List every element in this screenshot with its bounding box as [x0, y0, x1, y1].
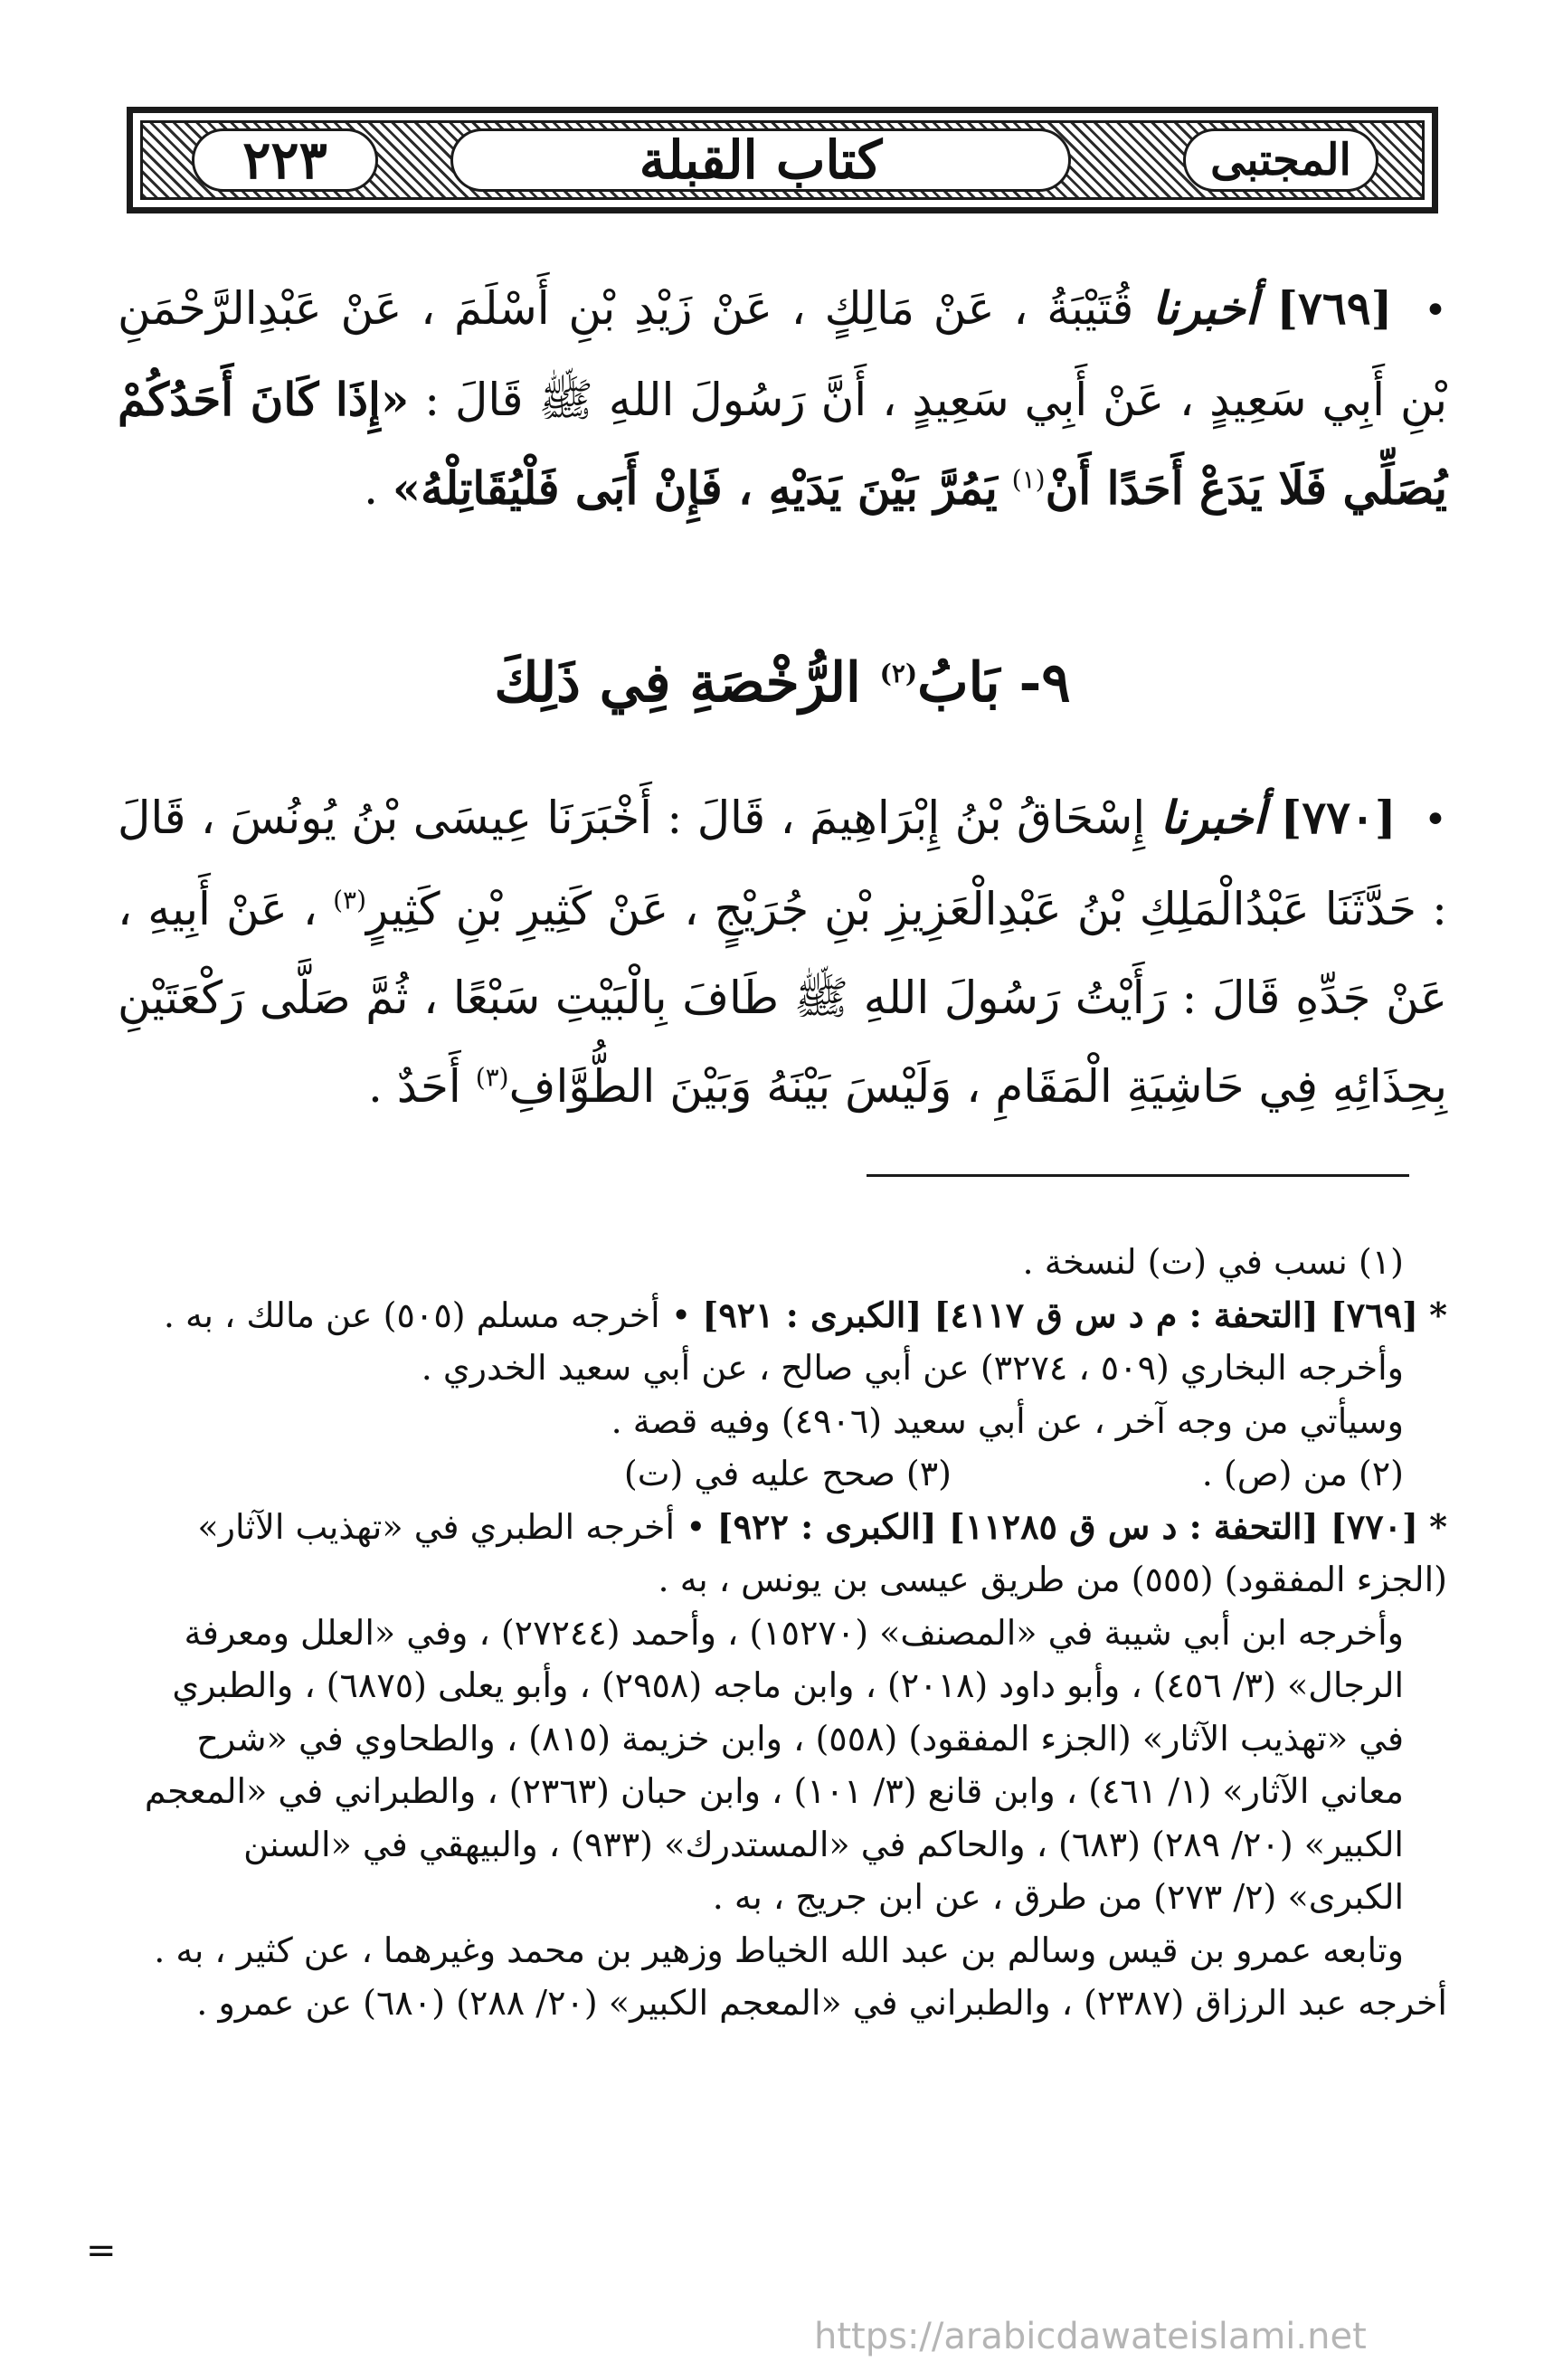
hadith-number: [٧٧٠]: [1280, 791, 1397, 844]
footnote-mark-1: (١): [1011, 464, 1046, 495]
text-part-1: إِسْحَاقُ بْنُ إِبْرَاهِيمَ ، قَالَ : أَخْبَرَنَا عِيسَى بْنُ يُونُسَ ، قَالَ : حَدَّثَنَا عَبْدُالْمَلِكِ بْنُ عَبْدِالْعَزِيزِ بْنِ جُرَيْجٍ ، عَنْ كَثِيرِ بْنِ كَثِيرٍ: [118, 792, 1447, 935]
footnote-2: (٢) من (ص) .: [1201, 1454, 1404, 1493]
bullet: •: [1424, 288, 1447, 334]
page-number: ٢٢٣: [242, 129, 327, 191]
footnote-separator: [867, 1174, 1409, 1177]
continuation-mark: =: [86, 2230, 117, 2271]
watermark: https://arabicdawateislami.net: [814, 2316, 1367, 2357]
footnote-mark-3b: (٣): [475, 1062, 509, 1093]
footnotes: [118, 1236, 1447, 2030]
book-title: المجتبى: [1210, 135, 1351, 185]
matn-part-1: «إِذَا كَانَ أَحَدُكُمْ يُصَلِّي فَلَا يَدَعْ أَحَدًا أَنْ: [118, 373, 1447, 515]
sanad: قُتَيْبَةُ ، عَنْ مَالِكٍ ، عَنْ زَيْدِ بْنِ أَسْلَمَ ، عَنْ عَبْدِالرَّحْمَنِ بْنِ أَبِي سَعِيدٍ ، عَنْ أَبِي سَعِيدٍ ، أَنَّ رَسُولَ اللهِ ﷺ قَالَ :: [118, 282, 1447, 426]
star-icon: *: [1429, 1505, 1447, 1547]
takhrij-769-c: وسيأتي من وجه آخر ، عن أبي سعيد (٤٩٠٦) وفيه قصة .: [611, 1400, 1404, 1441]
hadith-769: [118, 264, 1447, 533]
footnote-mark-2: (٢): [879, 659, 918, 688]
takhrij-769-a: • أخرجه مسلم (٥٠٥) عن مالك ، به .: [163, 1294, 692, 1335]
page-number-cartouche: [192, 128, 378, 192]
book-title-cartouche: [1183, 128, 1378, 192]
star-icon: *: [1429, 1294, 1447, 1335]
takhrij-770-b: وأخرجه ابن أبي شيبة في «المصنف» (١٥٢٧٠) ، وأحمد (٢٧٢٤٤) ، وفي «العلل ومعرفة الرجال» (٣/ ٤٥٦) ، وأبو داود (٢٠١٨) ، وابن ماجه (٢٩٥٨) ، وأبو يعلى (٦٨٧٥) ، والطبري في «تهذيب الآثار» (الجزء المفقود) (٥٥٨) ، وابن خزيمة (٨١٥) ، والطحاوي في «شرح معاني الآثار» (١/ ٤٦١) ، وابن قانع (٣/ ١٠١) ، وابن حبان (٢٣٦٣) ، والطبراني في «المعجم الكبير» (٢٠/ ٢٨٩) (٦٨٣) ، والحاكم في «المستدرك» (٩٣٣) ، والبيهقي في «السنن الكبرى» (٢/ ٢٧٣) من طرق ، عن ابن جريج ، به .: [144, 1612, 1404, 1917]
end-mark: .: [364, 462, 378, 515]
akhbarana: أخبرنا: [1160, 791, 1266, 844]
hadith-770: [118, 773, 1447, 1131]
chapter-number: ٩-: [1018, 651, 1071, 715]
takhrij-770-head: [118, 1501, 1447, 1607]
matn-part-2: يَمُرَّ بَيْنَ يَدَيْهِ ، فَإِنْ أَبَى فَلْيُقَاتِلْهُ»: [392, 461, 998, 515]
footnotes-2-3: [118, 1447, 1447, 1501]
text-part-3: أَحَدٌ .: [367, 1060, 461, 1113]
takhrij-770-d: أخرجه عبد الرزاق (٢٣٨٧) ، والطبراني في «المعجم الكبير» (٢٠/ ٢٨٨) (٦٨٠) عن عمرو .: [196, 1983, 1447, 2023]
takhrij-770-ref: [٧٧٠] [التحفة : د س ق ١١٢٨٥] [الكبرى : ٩٢٢]: [716, 1505, 1419, 1547]
chapter-heading: [118, 638, 1447, 728]
footnote-1: (١) نسب في (ت) لنسخة .: [1022, 1242, 1404, 1282]
bullet: •: [1424, 797, 1447, 843]
takhrij-769-ref: [٧٦٩] [التحفة : م د س ق ٤١١٧] [الكبرى : ٩٢١]: [702, 1294, 1419, 1335]
hadith-number: [٧٦٩]: [1276, 281, 1393, 335]
takhrij-770-c: وتابعه عمرو بن قيس وسالم بن عبد الله الخياط وزهير بن محمد وغيرهما ، عن كثير ، به .: [154, 1930, 1404, 1970]
running-title: كتاب القبلة: [639, 129, 883, 191]
text-part-2: ، عَنْ أَبِيهِ ، عَنْ جَدِّهِ قَالَ : رَأَيْتُ رَسُولَ اللهِ ﷺ طَافَ بِالْبَيْتِ سَبْعًا ، ثُمَّ صَلَّى رَكْعَتَيْنِ بِحِذَائِهِ فِي حَاشِيَةِ الْمَقَامِ ، وَلَيْسَ بَيْنَهُ وَبَيْنَ الطُّوَّافِ: [118, 883, 1447, 1113]
running-title-cartouche: [450, 128, 1071, 192]
chapter-word: بَابُ: [917, 651, 1000, 715]
akhbarana: أخبرنا: [1151, 281, 1258, 335]
takhrij-769-b: وأخرجه البخاري (٥٠٩ ، ٣٢٧٤) عن أبي صالح ، عن أبي سعيد الخدري .: [421, 1348, 1404, 1388]
chapter-title: الرُّخْصَةِ فِي ذَلِكَ: [494, 651, 861, 715]
takhrij-770-a: • أخرجه الطبري في «تهذيب الآثار» (الجزء المفقود) (٥٥٥) من طريق عيسى بن يونس ، به .: [197, 1506, 1447, 1599]
footnote-mark-3a: (٣): [333, 885, 367, 915]
header-ornament: [140, 120, 1425, 200]
footnote-3: (٣) صحح عليه في (ت): [623, 1454, 952, 1493]
takhrij-769-head: [118, 1289, 1447, 1342]
page-header: [127, 107, 1438, 213]
